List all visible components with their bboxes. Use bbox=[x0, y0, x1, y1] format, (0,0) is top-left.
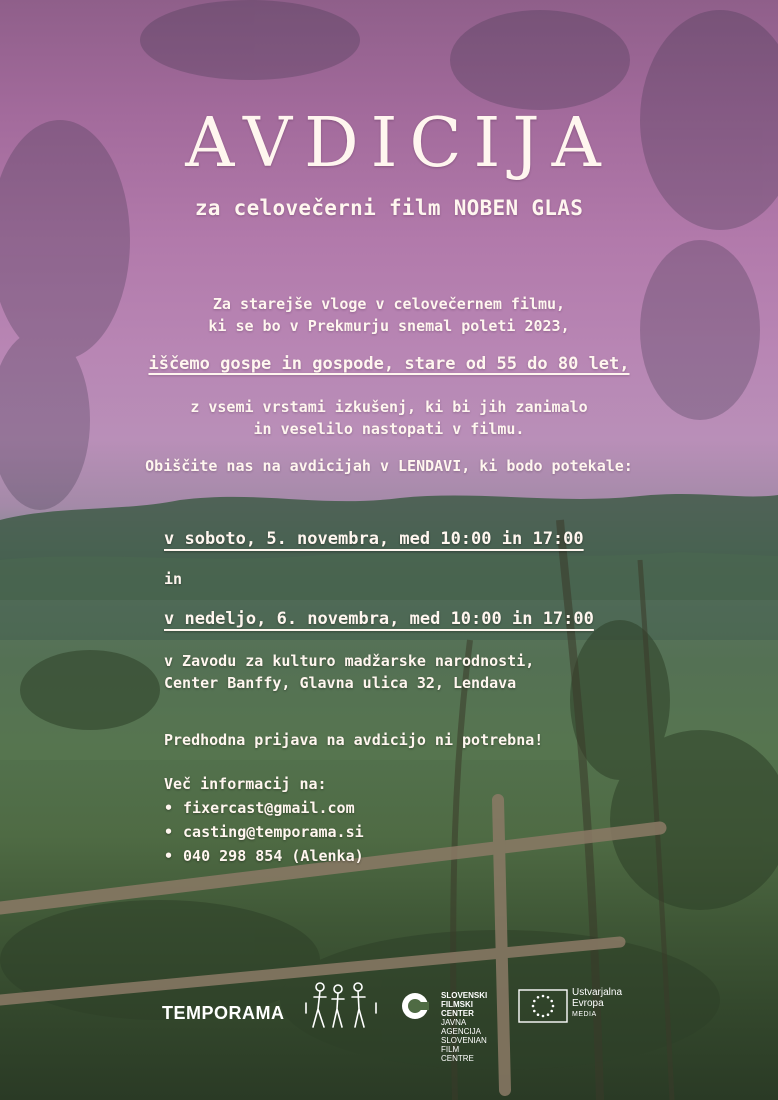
highlight-text: iščemo gospe in gospode, stare od 55 do 80 let, bbox=[148, 354, 630, 374]
venue-address bbox=[164, 650, 534, 694]
sponsor-logos bbox=[0, 975, 778, 1075]
highlight-line bbox=[0, 354, 778, 374]
audition-date-1: v soboto, 5. novembra, med 10:00 in 17:00 bbox=[164, 529, 584, 549]
contact-info bbox=[164, 772, 364, 868]
audition-date-2: v nedeljo, 6. novembra, med 10:00 in 17:00 bbox=[164, 609, 594, 629]
intro-line-1: Za starejše vloge v celovečernem filmu, bbox=[212, 295, 566, 313]
creative-europe-logo-text: Ustvarjalna Evropa MEDIA bbox=[572, 987, 623, 1018]
contact-email-casting[interactable]: • casting@temporama.si bbox=[164, 820, 364, 844]
intro-paragraph bbox=[0, 293, 778, 337]
contact-list bbox=[164, 796, 364, 868]
walking-figures-logo bbox=[302, 979, 380, 1035]
invite-line: Obiščite nas na avdicijah v LENDAVI, ki bodo potekale: bbox=[145, 457, 633, 475]
experience-line-2: in veselilo nastopati v filmu. bbox=[253, 420, 525, 438]
address-line-2: Center Banffy, Glavna ulica 32, Lendava bbox=[164, 674, 517, 692]
experience-paragraph bbox=[0, 396, 778, 440]
temporama-logo: TEMPORAMA bbox=[162, 1003, 285, 1023]
poster-subtitle: za celovečerni film NOBEN GLAS bbox=[194, 196, 584, 220]
intro-line-2: ki se bo v Prekmurju snemal poleti 2023, bbox=[208, 317, 570, 335]
eu-flag-icon bbox=[518, 989, 568, 1023]
info-heading: Več informacij na: bbox=[164, 775, 327, 793]
contact-email-fixercast[interactable]: • fixercast@gmail.com bbox=[164, 796, 364, 820]
address-line-1: v Zavodu za kulturo madžarske narodnosti, bbox=[164, 652, 535, 670]
sfc-emblem-icon bbox=[400, 991, 430, 1021]
date-conjunction: in bbox=[164, 570, 183, 588]
registration-note: Predhodna prijava na avdicijo ni potrebna! bbox=[164, 731, 544, 749]
experience-line-1: z vsemi vrstami izkušenj, ki bi jih zanimalo bbox=[190, 398, 588, 416]
contact-phone[interactable]: • 040 298 854 (Alenka) bbox=[164, 844, 364, 868]
poster-title: AVDICIJA bbox=[185, 104, 613, 183]
sfc-logo-text: SLOVENSKI FILMSKI CENTER JAVNA AGENCIJA SLOVENIAN FILM CENTRE bbox=[441, 991, 488, 1063]
